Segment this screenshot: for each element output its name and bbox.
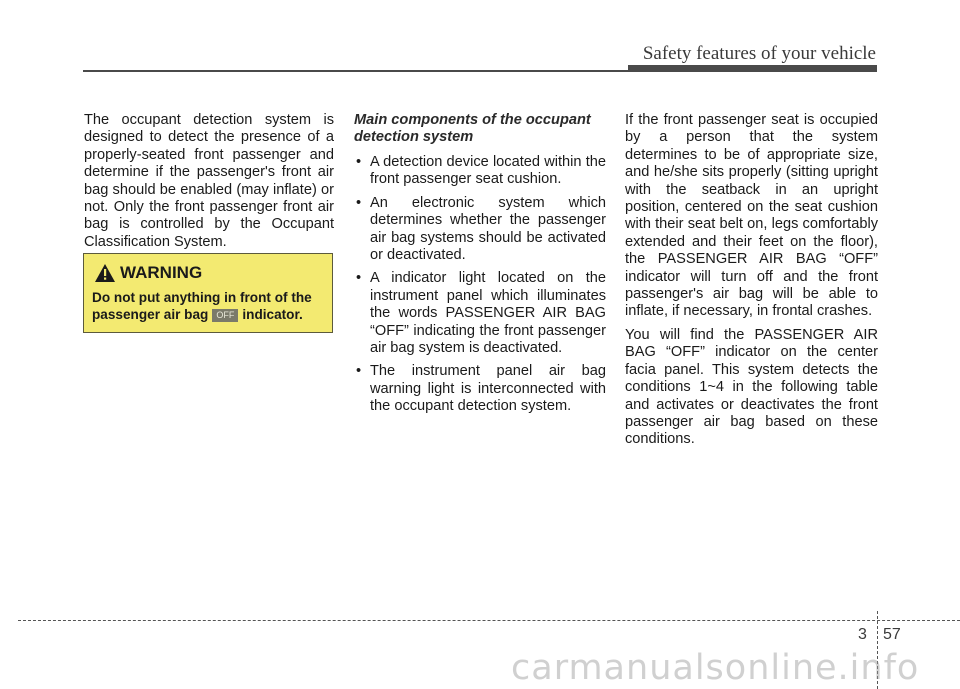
intro-paragraph: The occupant detection system is designed to detect the presence of a properly-seated front passenger and determine if the passenger's front air bag should be enabled (may inflate) or not. Only the front passenger front air bag is controlled by the Occupant Classification System. xyxy=(84,112,334,250)
page-header-title: Safety features of your vehicle xyxy=(642,43,876,64)
list-item: • The instrument panel air bag warning light is interconnected with the occupant detection system. xyxy=(354,363,606,415)
off-indicator-icon: OFF xyxy=(212,309,238,322)
column-1 xyxy=(84,112,334,251)
section-subheading: Main components of the occupant detection system xyxy=(354,112,591,145)
list-item: • A detection device located within the front passenger seat cushion. xyxy=(354,154,606,189)
warning-header xyxy=(94,263,202,283)
header-rule-accent xyxy=(628,65,877,72)
warning-text-end: indicator. xyxy=(242,307,303,322)
list-item: • An electronic system which determines whether the passenger air bag systems should be activated or deactivated. xyxy=(354,195,606,265)
watermark: carmanualsonline.info xyxy=(511,648,920,688)
page-number: 57 xyxy=(883,626,901,643)
body-paragraph: If the front passenger seat is occupied by a person that the system determines to be of appropriate size, and he/she sits properly (sitting upright with the seatback in an upright position, centered on the seat cushion with their seat belt on, legs comfortably extended and their feet on the floor), the PASSENGER AIR BAG “OFF” indicator will turn off and the front passenger's air bag will be able to inflate, if necessary, in frontal crashes. xyxy=(625,112,878,320)
warning-triangle-icon xyxy=(94,263,116,283)
components-list xyxy=(354,154,606,416)
body-paragraph: You will find the PASSENGER AIR BAG “OFF” indicator on the center facia panel. This system detects the conditions 1~4 in the following table and activates or deactivates the front passenger air bag based on these conditions. xyxy=(625,326,878,448)
section-number: 3 xyxy=(858,626,867,643)
list-item: • A indicator light located on the instrument panel which illuminates the words PASSENGER AIR BAG “OFF” indicating the front passenger air bag system is deactivated. xyxy=(354,270,606,357)
warning-box xyxy=(83,253,333,333)
warning-text xyxy=(92,289,328,323)
footer-rule xyxy=(18,620,960,621)
column-3 xyxy=(625,112,878,455)
warning-title: WARNING xyxy=(120,263,203,282)
warning-text-main: Do not put anything in front of the passenger air bag xyxy=(92,290,312,322)
column-2 xyxy=(354,112,606,422)
